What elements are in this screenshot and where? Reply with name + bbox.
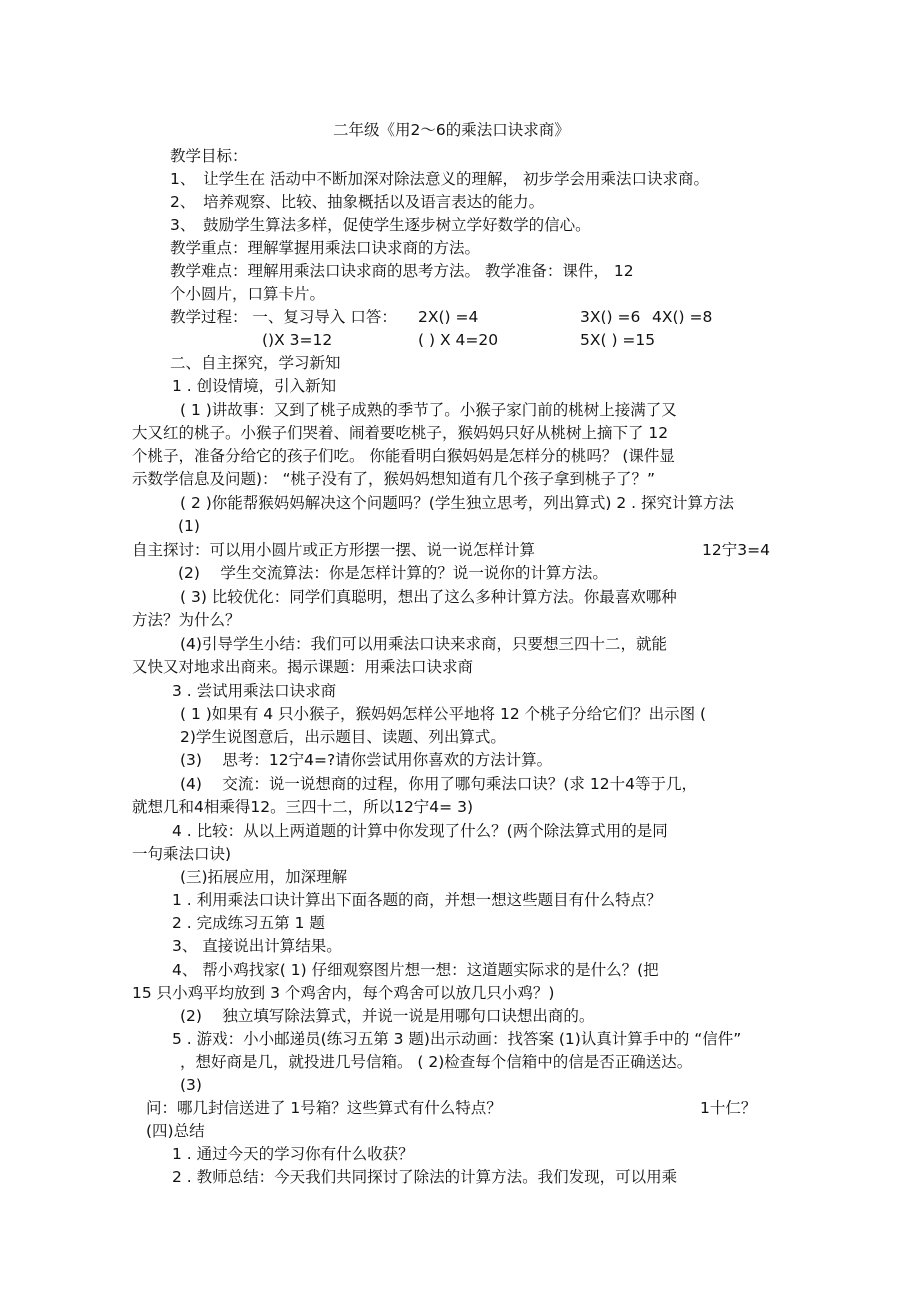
paragraph-line: 就想几和4相乘得12。三四十二，所以12宁4= 3) (132, 798, 473, 816)
paragraph-line: (2) 学生交流算法：你是怎样计算的？说一说你的计算方法。 (178, 564, 608, 582)
paragraph-line: ( 1 )如果有 4 只小猴子，猴妈妈怎样公平地将 12 个桃子分给它们？出示图 ( (180, 705, 707, 723)
paragraph-line: 问：哪几封信送进了 1号箱？这些算式有什么特点？ (146, 1099, 502, 1117)
key-point: 教学重点：理解掌握用乘法口诀求商的方法。 (170, 239, 481, 257)
paragraph-line: (4) 交流：说一说想商的过程，你用了哪句乘法口诀？(求 12十4等于几， (180, 775, 697, 793)
goals-heading: 教学目标： (170, 147, 248, 165)
paragraph-line: (3) 思考：12宁4=?请你尝试用你喜欢的方法计算。 (180, 751, 553, 769)
paragraph-line: 自主探讨：可以用小圆片或正方形摆一摆、说一说怎样计算 (132, 541, 536, 559)
paragraph-line: 15 只小鸡平均放到 3 个鸡舍内，每个鸡舍可以放几只小鸡？) (132, 984, 555, 1002)
oral-item: 5X( ) =15 (580, 331, 656, 349)
paragraph-line: ，想好商是几，就投进几号信箱。 ( 2)检查每个信箱中的信是否正确送达。 (180, 1053, 693, 1071)
document-title: 二年级《用2〜6的乘法口诀求商》 (333, 121, 570, 139)
oral-item: ( ) X 4=20 (418, 331, 499, 349)
paragraph-line: 2 . 教师总结：今天我们共同探讨了除法的计算方法。我们发现，可以用乘 (172, 1168, 678, 1186)
paragraph-line: ( 2 )你能帮猴妈妈解决这个问题吗？(学生独立思考，列出算式) 2 . 探究计算方法 (180, 494, 734, 512)
paragraph-line: 3、 直接说出计算结果。 (172, 937, 342, 955)
section-2-heading: 二、自主探究，学习新知 (170, 354, 341, 372)
paragraph-line: 又快又对地求出商来。揭示课题：用乘法口诀求商 (132, 658, 474, 676)
oral-item: 2X() =4 (418, 308, 479, 326)
section-2-item: 3 . 尝试用乘法口诀求商 (172, 682, 337, 700)
equation: 1十仁？ (700, 1099, 757, 1117)
section-4-heading: (四)总结 (146, 1122, 205, 1140)
paragraph-line: 2 . 完成练习五第 1 题 (172, 914, 325, 932)
paragraph-line: 5 . 游戏：小小邮递员(练习五第 3 题)出示动画：找答案 (1)认真计算手中的 “信件” (172, 1030, 742, 1048)
paragraph-line: 示数学信息及问题)： “桃子没有了，猴妈妈想知道有几个孩子拿到桃子了？” (132, 470, 656, 488)
paragraph-line: 大又红的桃子。小猴子们哭着、闹着要吃桃子，猴妈妈只好从桃树上摘下了 12 (132, 424, 669, 442)
paragraph-line: (4)引导学生小结：我们可以用乘法口诀来求商，只要想三四十二，就能 (180, 635, 667, 653)
paragraph-line: 2)学生说图意后，出示题目、读题、列出算式。 (180, 728, 506, 746)
goal-3: 3、 鼓励学生算法多样，促使学生逐步树立学好数学的信心。 (170, 216, 591, 234)
oral-item: ()X 3=12 (262, 331, 333, 349)
paragraph-line: 方法？为什么？ (132, 611, 241, 629)
oral-item: 4X() =8 (652, 308, 713, 326)
paragraph-line: 1 . 利用乘法口诀计算出下面各题的商，并想一想这些题目有什么特点？ (172, 891, 662, 909)
goal-1: 1、 让学生在 活动中不断加深对除法意义的理解， 初步学会用乘法口诀求商。 (170, 170, 709, 188)
paragraph-line: 一句乘法口诀) (132, 845, 232, 863)
difficulty: 教学难点：理解用乘法口诀求商的思考方法。 教学准备：课件， 12 (170, 262, 634, 280)
oral-item: 3X() =6 (580, 308, 641, 326)
paragraph-line: 1 . 通过今天的学习你有什么收获？ (172, 1145, 414, 1163)
paragraph-line: 4 . 比较：从以上两道题的计算中你发现了什么？(两个除法算式用的是同 (172, 822, 668, 840)
item-number: (1) (178, 517, 200, 535)
goal-2: 2、 培养观察、比较、抽象概括以及语言表达的能力。 (170, 193, 545, 211)
paragraph-line: ( 1 )讲故事：又到了桃子成熟的季节了。小猴子家门前的桃树上接满了又 (180, 401, 677, 419)
difficulty-continued: 个小圆片，口算卡片。 (170, 285, 326, 303)
item-number: (3) (180, 1076, 202, 1094)
section-3-heading: (三)拓展应用，加深理解 (180, 868, 348, 886)
paragraph-line: 个桃子，准备分给它的孩子们吃。 你能看明白猴妈妈是怎样分的桃吗？ (课件显 (132, 447, 675, 465)
paragraph-line: ( 3) 比较优化：同学们真聪明，想出了这么多种计算方法。你最喜欢哪种 (180, 588, 677, 606)
equation: 12宁3=4 (702, 541, 770, 559)
section-2-item: 1 . 创设情境，引入新知 (172, 377, 337, 395)
paragraph-line: (2) 独立填写除法算式，并说一说是用哪句口诀想出商的。 (180, 1007, 595, 1025)
process-heading: 教学过程： 一、复习导入 口答： (170, 308, 397, 326)
paragraph-line: 4、 帮小鸡找家( 1) 仔细观察图片想一想：这道题实际求的是什么？(把 (172, 961, 659, 979)
